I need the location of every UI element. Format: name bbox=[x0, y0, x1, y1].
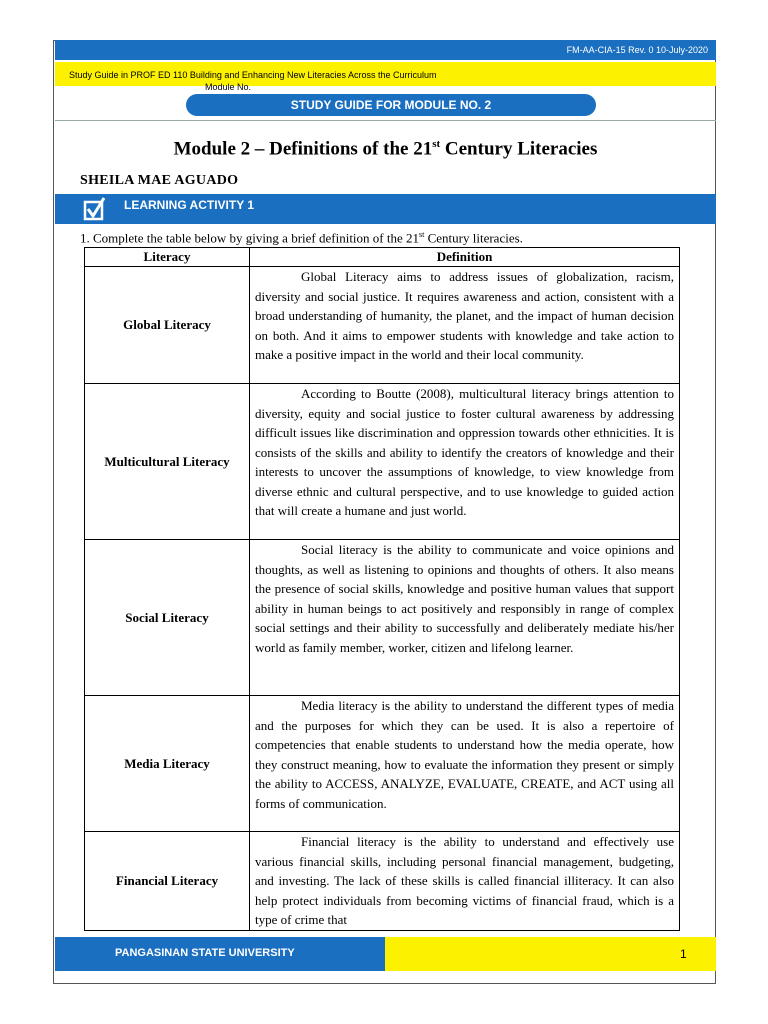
literacy-definition bbox=[250, 832, 680, 931]
table-row bbox=[85, 540, 680, 696]
literacy-name: Media Literacy bbox=[85, 696, 250, 832]
definition-text: According to Boutte (2008), multicultural literacy brings attention to diversity, equity and social justice to foster cultural awareness by addressing difficult issues like discrimination and oppression towards other ethnicities. It is consists of the skills and ability to identify the creators of knowledge and their interests to uncover the assumptions of knowledge, to view knowledge from diverse ethnic and cultural perspective, and to use knowledge to guided action that will create a humane and just world. bbox=[255, 386, 674, 518]
footer-university: PANGASINAN STATE UNIVERSITY bbox=[55, 937, 385, 971]
form-code-bar bbox=[55, 40, 716, 60]
definition-text: Global Literacy aims to address issues of globalization, racism, diversity and social justice. It requires awareness and action, consistent with a broad understanding of humanity, the planet, and the impact of human decision on both. And it aims to empower students with knowledge and take action to make a positive impact in the world and their local community. bbox=[255, 269, 674, 362]
instruction bbox=[80, 230, 523, 246]
definition-text: Media literacy is the ability to understand the different types of media and the purposes for which they can be used. It is also a repertoire of competencies that enable students to understand how the media operate, how they construct meaning, how to evaluate the information they present or simply the ability to ACCESS, ANALYZE, EVALUATE, CREATE, and ACT using all forms of communication. bbox=[255, 698, 674, 811]
literacy-name: Financial Literacy bbox=[85, 832, 250, 931]
activity-label: LEARNING ACTIVITY 1 bbox=[124, 198, 255, 212]
instruction-text-end: Century literacies. bbox=[424, 230, 523, 246]
literacy-name: Global Literacy bbox=[85, 267, 250, 384]
definition-text: Social literacy is the ability to communicate and voice opinions and thoughts, as well as listening to opinions and thoughts of others. It also means the presence of social skills, knowledge and positive human values that support ability in human beings to act positively and responsibly in range of complex social settings and their ability to successfully and deliberately mediate his/her world as family member, worker, citizen and lifelong learner. bbox=[255, 542, 674, 655]
page-title bbox=[55, 138, 716, 160]
study-guide-banner: STUDY GUIDE FOR MODULE NO. 2 bbox=[186, 94, 596, 116]
table-row bbox=[85, 832, 680, 931]
divider bbox=[55, 120, 716, 121]
checkbox-icon bbox=[83, 197, 105, 221]
table-row bbox=[85, 267, 680, 384]
instruction-text: 1. Complete the table below by giving a brief definition of the 21 bbox=[80, 230, 420, 246]
page-number: 1 bbox=[680, 947, 687, 961]
table-row bbox=[85, 696, 680, 832]
column-header-definition: Definition bbox=[250, 248, 680, 267]
instruction-sup: st bbox=[419, 230, 425, 239]
literacy-definition bbox=[250, 696, 680, 832]
course-bar bbox=[55, 62, 716, 92]
module-line: Module No. bbox=[205, 82, 252, 92]
column-header-literacy: Literacy bbox=[85, 248, 250, 267]
table-header-row bbox=[85, 248, 680, 267]
literacy-definition bbox=[250, 267, 680, 384]
literacy-table bbox=[84, 247, 680, 931]
title-sup: st bbox=[432, 138, 441, 150]
title-text-end: Century Literacies bbox=[440, 138, 598, 160]
definition-text: Financial literacy is the ability to understand and effectively use various financial skills, including personal financial management, budgeting, and investing. The lack of these skills is called financial illiteracy. It can also help protect individuals from becoming victims of financial fraud, which is a type of crime that bbox=[255, 834, 674, 927]
title-text: Module 2 – Definitions of the 21 bbox=[173, 138, 433, 160]
literacy-name: Social Literacy bbox=[85, 540, 250, 696]
literacy-definition bbox=[250, 384, 680, 540]
author-name: SHEILA MAE AGUADO bbox=[80, 173, 239, 188]
form-code: FM-AA-CIA-15 Rev. 0 10-July-2020 bbox=[566, 45, 708, 55]
course-line: Study Guide in PROF ED 110 Building and Enhancing New Literacies Across the Curriculum bbox=[69, 70, 437, 80]
literacy-definition bbox=[250, 540, 680, 696]
table-row bbox=[85, 384, 680, 540]
literacy-name: Multicultural Literacy bbox=[85, 384, 250, 540]
